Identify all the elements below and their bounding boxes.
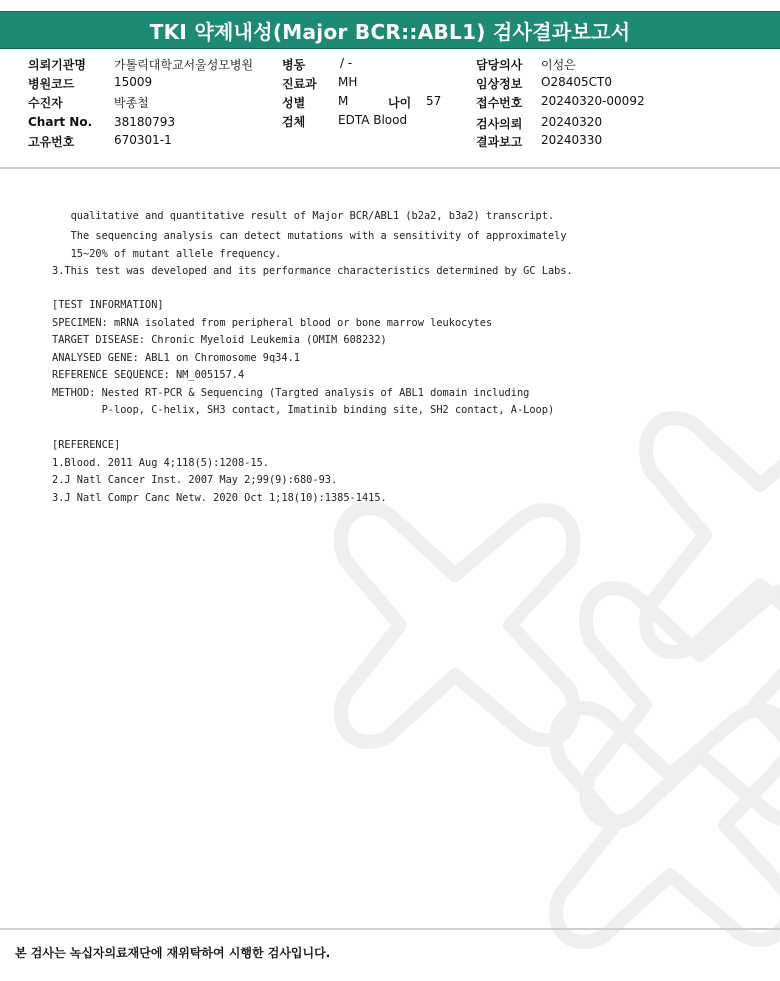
body-line: P-loop, C-helix, SH3 contact, Imatinib binding site, SH2 contact, A-Loop) — [52, 404, 555, 416]
label-institution: 의뢰기관명 — [28, 58, 86, 72]
value-age: 57 — [426, 94, 442, 108]
label-request-date: 검사의뢰 — [476, 117, 523, 131]
body-line: 3.This test was developed and its performance characteristics determined by GC Labs. — [52, 265, 573, 277]
body-line: METHOD: Nested RT-PCR & Sequencing (Targted analysis of ABL1 domain including — [52, 387, 530, 399]
body-line: 15~20% of mutant allele frequency. — [52, 248, 282, 260]
body-line: SPECIMEN: mRNA isolated from peripheral blood or bone marrow leukocytes — [52, 317, 493, 329]
report-title: TKI 약제내성(Major BCR::ABL1) 검사결과보고서 — [149, 19, 631, 44]
label-unique-no: 고유번호 — [28, 135, 75, 149]
body-line: REFERENCE SEQUENCE: NM_005157.4 — [52, 369, 245, 381]
value-chart-no: 38180793 — [114, 115, 176, 129]
value-unique-no: 670301-1 — [114, 133, 172, 147]
label-hospital-code: 병원코드 — [28, 77, 75, 91]
value-patient: 박종철 — [114, 96, 149, 110]
section-heading-test-information: [TEST INFORMATION] — [52, 299, 164, 311]
label-specimen: 검체 — [282, 115, 306, 129]
value-report-date: 20240330 — [541, 133, 603, 147]
body-line: ANALYSED GENE: ABL1 on Chromosome 9q34.1 — [52, 352, 300, 364]
value-hospital-code: 15009 — [114, 75, 153, 89]
body-line: TARGET DISEASE: Chronic Myeloid Leukemia (OMIM 608232) — [52, 334, 387, 346]
label-department: 진료과 — [282, 77, 317, 91]
reference-item: 3.J Natl Compr Canc Netw. 2020 Oct 1;18(10):1385-1415. — [52, 492, 387, 504]
label-doctor: 담당의사 — [476, 58, 523, 72]
label-receipt-no: 접수번호 — [476, 96, 523, 110]
value-institution: 가톨릭대학교서울성모병원 — [114, 58, 254, 72]
footer-note: 본 검사는 녹십자의료재단에 재위탁하여 시행한 검사입니다. — [15, 946, 331, 960]
value-department: MH — [338, 75, 358, 89]
section-heading-reference: [REFERENCE] — [52, 439, 121, 451]
reference-item: 2.J Natl Cancer Inst. 2007 May 2;99(9):680-93. — [52, 474, 338, 486]
label-chart-no: Chart No. — [28, 115, 93, 129]
body-line: qualitative and quantitative result of Major BCR/ABL1 (b2a2, b3a2) transcript. — [52, 210, 555, 222]
label-clinical-info: 임상정보 — [476, 77, 523, 91]
label-age: 나이 — [388, 96, 412, 110]
label-report-date: 결과보고 — [476, 135, 523, 149]
value-request-date: 20240320 — [541, 115, 603, 129]
body-line: The sequencing analysis can detect mutations with a sensitivity of approximately — [52, 230, 567, 242]
value-specimen: EDTA Blood — [338, 113, 408, 127]
label-sex: 성별 — [282, 96, 306, 110]
label-ward: 병동 — [282, 58, 306, 72]
reference-item: 1.Blood. 2011 Aug 4;118(5):1208-15. — [52, 457, 269, 469]
value-receipt-no: 20240320-00092 — [541, 94, 645, 108]
patient-info-header — [0, 47, 780, 169]
value-ward: / - — [340, 56, 353, 70]
header-divider — [0, 167, 780, 169]
value-sex: M — [338, 94, 349, 108]
report-title-bar — [0, 11, 780, 49]
label-patient: 수진자 — [28, 96, 63, 110]
value-clinical-info: O28405CT0 — [541, 75, 612, 89]
footer-divider — [0, 928, 780, 930]
value-doctor: 이성은 — [541, 58, 576, 72]
